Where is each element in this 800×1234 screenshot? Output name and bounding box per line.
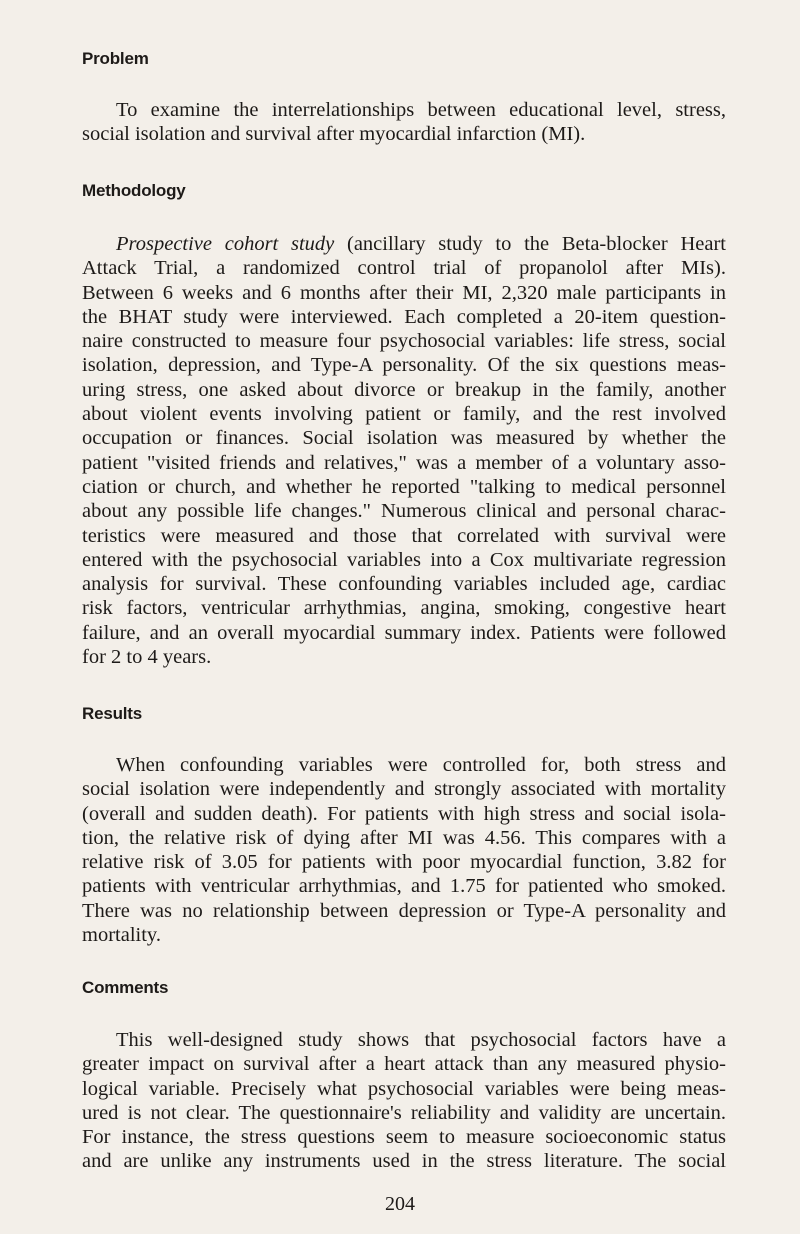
text-line [82,899,726,923]
line-text: naire constructed to measure four psychosocial variables: life stress, social [82,330,726,353]
section-heading-comments: Comments [82,978,169,997]
text-line [82,645,726,669]
text-line [82,548,726,572]
line-text: mortality. [82,924,161,947]
line-text: risk factors, ventricular arrhythmias, angina, smoking, congestive heart [82,597,726,620]
section-paragraph [82,1028,726,1174]
text-line [82,378,726,402]
text-line [82,122,726,146]
line-text: There was no relationship between depression or Type-A personality and [82,899,726,922]
text-line [82,753,726,777]
line-text: logical variable. Precisely what psychosocial variables were being meas- [82,1077,726,1100]
text-line [82,499,726,523]
line-text: social isolation and survival after myocardial infarction (MI). [82,123,586,146]
line-text: and are unlike any instruments used in the stress literature. The social [82,1150,726,1173]
line-text: social isolation were independently and strongly associated with mortality [82,778,726,801]
text-line [82,850,726,874]
text-line [82,256,726,280]
section-paragraph [82,98,726,147]
line-text: relative risk of 3.05 for patients with poor myocardial function, 3.82 for [82,851,726,874]
text-line [82,475,726,499]
line-text: isolation, depression, and Type-A personality. Of the six questions meas- [82,354,726,377]
text-line [82,621,726,645]
text-line [82,923,726,947]
line-text: (ancillary study to the Beta-blocker Heart [334,233,726,255]
text-line [82,402,726,426]
text-line [82,524,726,548]
line-text: greater impact on survival after a heart attack than any measured physio- [82,1053,726,1076]
text-line [82,572,726,596]
text-line [82,98,726,122]
line-text: analysis for survival. These confounding variables included age, cardiac [82,573,726,596]
page-number: 204 [385,1193,415,1215]
text-line [82,1028,726,1052]
line-text: patients with ventricular arrhythmias, and 1.75 for patiented who smoked. [82,875,726,898]
line-text: ciation or church, and whether he reported "talking to medical personnel [82,475,726,498]
text-line [82,1149,726,1173]
text-line [82,1125,726,1149]
text-line [82,1101,726,1125]
line-text: tion, the relative risk of dying after MI was 4.56. This compares with a [82,826,726,849]
line-text: For instance, the stress questions seem to measure socioeconomic status [82,1126,726,1149]
line-text: uring stress, one asked about divorce or breakup in the family, another [82,378,726,401]
line-text: about any possible life changes." Numerous clinical and personal charac- [82,500,726,523]
text-line [82,451,726,475]
line-text: the BHAT study were interviewed. Each completed a 20-item question- [82,305,726,328]
text-line [82,426,726,450]
text-line [82,1077,726,1101]
text-line [82,232,726,256]
line-text: occupation or finances. Social isolation was measured by whether the [82,427,726,450]
text-line [82,802,726,826]
text-line [82,305,726,329]
line-text: To examine the interrelationships between educational level, stress, [116,99,726,121]
line-text: Attack Trial, a randomized control trial of propanolol after MIs). [82,257,726,280]
line-text: ured is not clear. The questionnaire's reliability and validity are uncertain. [82,1101,726,1124]
line-text: (overall and sudden death). For patients with high stress and social isola- [82,802,726,825]
line-text: patient "visited friends and relatives," was a member of a voluntary asso- [82,451,726,474]
text-line [82,353,726,377]
line-text: for 2 to 4 years. [82,646,212,669]
text-line [82,874,726,898]
line-text: failure, and an overall myocardial summary index. Patients were followed [82,621,726,644]
text-line [82,777,726,801]
line-text: Between 6 weeks and 6 months after their MI, 2,320 male participants in [82,281,726,304]
study-type-italic: Prospective cohort study [116,233,335,255]
section-heading-results: Results [82,704,143,723]
section-heading-problem: Problem [82,49,149,68]
line-text: When confounding variables were controlled for, both stress and [116,754,726,776]
section-heading-methodology: Methodology [82,181,186,200]
text-line [82,1052,726,1076]
section-paragraph [82,753,726,947]
line-text: This well-designed study shows that psychosocial factors have a [116,1029,726,1051]
line-text: entered with the psychosocial variables into a Cox multivariate regression [82,548,726,571]
text-line [82,329,726,353]
text-line [82,826,726,850]
line-text: about violent events involving patient or family, and the rest involved [82,403,726,426]
section-paragraph [82,232,726,669]
text-line [82,281,726,305]
text-line [82,596,726,620]
line-text: teristics were measured and those that correlated with survival were [82,524,726,547]
